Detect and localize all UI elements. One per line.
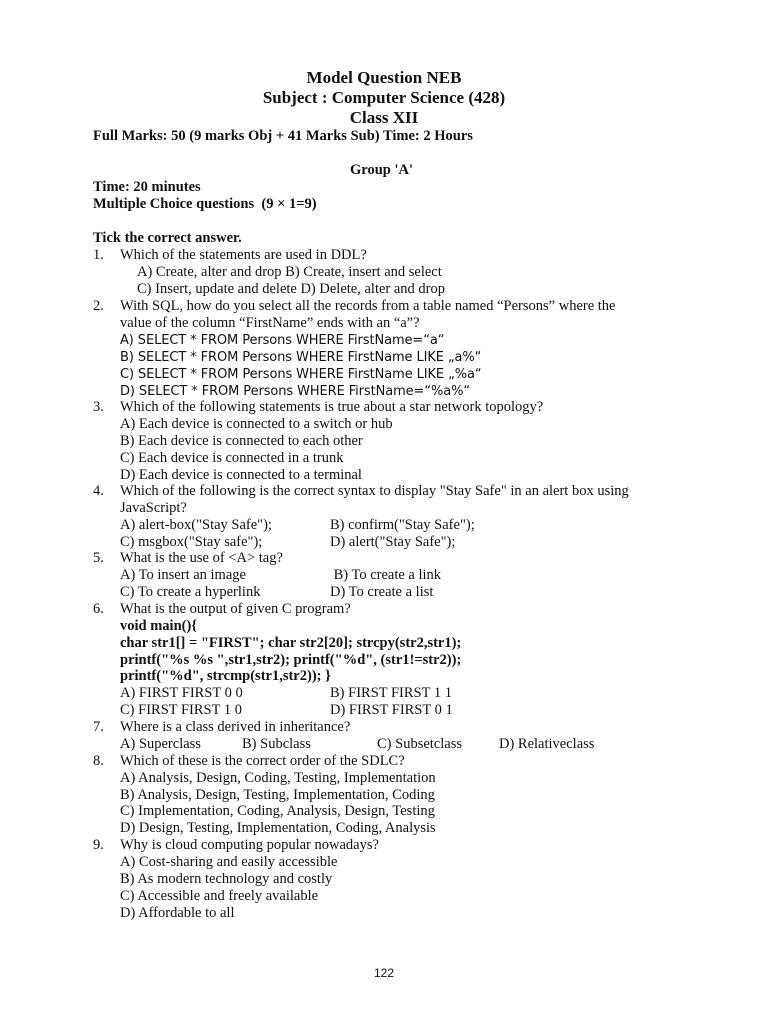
question-number: 4. — [93, 483, 104, 499]
question-text: What is the output of given C program? — [120, 601, 351, 617]
option-a: A) FIRST FIRST 0 0 — [120, 685, 243, 701]
option-d: D) To create a list — [330, 584, 434, 600]
question-number: 2. — [93, 298, 104, 314]
code-line: printf("%s %s ",str1,str2); printf("%d", (str1!=str2)); — [120, 652, 462, 668]
option-a: A) alert-box("Stay Safe"); — [120, 517, 272, 533]
question-text: What is the use of <A> tag? — [120, 550, 283, 566]
option-line: A) Create, alter and drop B) Create, insert and select — [137, 264, 442, 280]
option-line: B) SELECT * FROM Persons WHERE FirstName LIKE „a%“ — [120, 350, 482, 365]
code-line: void main(){ — [120, 618, 198, 634]
question-text: Why is cloud computing popular nowadays? — [120, 837, 379, 853]
option-line: D) Affordable to all — [120, 905, 235, 921]
code-line: char str1[] = "FIRST"; char str2[20]; strcpy(str2,str1); — [120, 635, 462, 651]
option-a: A) Superclass — [120, 736, 201, 752]
question-number: 3. — [93, 399, 104, 415]
option-line: A) Cost-sharing and easily accessible — [120, 854, 338, 870]
question-text: Which of these is the correct order of the SDLC? — [120, 753, 405, 769]
question-text: value of the column “FirstName” ends with an “a”? — [120, 315, 420, 331]
page-number: 122 — [373, 966, 395, 980]
option-line: C) Accessible and freely available — [120, 888, 319, 904]
option-line: D) Each device is connected to a terminal — [120, 467, 362, 483]
option-line: A) Analysis, Design, Coding, Testing, Implementation — [120, 770, 436, 786]
option-b: B) confirm("Stay Safe"); — [330, 517, 475, 533]
option-line: C) SELECT * FROM Persons WHERE FirstName LIKE „%a“ — [120, 367, 482, 382]
question-number: 8. — [93, 753, 104, 769]
subject-line: Subject : Computer Science (428) — [262, 88, 506, 107]
option-line: A) SELECT * FROM Persons WHERE FirstName=“a“ — [120, 333, 445, 348]
option-b: B) Subclass — [242, 736, 311, 752]
option-c: C) FIRST FIRST 1 0 — [120, 702, 242, 718]
option-line: B) As modern technology and costly — [120, 871, 333, 887]
option-line: C) Each device is connected in a trunk — [120, 450, 344, 466]
option-d: D) alert("Stay Safe"); — [330, 534, 456, 550]
option-d: D) FIRST FIRST 0 1 — [330, 702, 453, 718]
option-line: C) Insert, update and delete D) Delete, alter and drop — [137, 281, 445, 297]
time-line: Time: 20 minutes — [93, 179, 201, 195]
option-line: B) Each device is connected to each other — [120, 433, 363, 449]
option-line: A) Each device is connected to a switch or hub — [120, 416, 393, 432]
option-b: B) FIRST FIRST 1 1 — [330, 685, 452, 701]
code-line: printf("%d", strcmp(str1,str2)); } — [120, 668, 331, 684]
question-text: Which of the following statements is true about a star network topology? — [120, 399, 544, 415]
question-number: 6. — [93, 601, 104, 617]
class-line: Class XII — [349, 108, 419, 127]
document-title: Model Question NEB — [306, 68, 462, 87]
question-number: 9. — [93, 837, 104, 853]
option-c: C) Subsetclass — [377, 736, 462, 752]
question-number: 7. — [93, 719, 104, 735]
question-text: JavaScript? — [120, 500, 187, 516]
question-text: With SQL, how do you select all the records from a table named “Persons” where the — [120, 298, 616, 314]
option-line: C) Implementation, Coding, Analysis, Design, Testing — [120, 803, 435, 819]
option-d: D) Relativeclass — [499, 736, 595, 752]
group-heading: Group 'A' — [350, 162, 413, 178]
option-line: B) Analysis, Design, Testing, Implementation, Coding — [120, 787, 435, 803]
full-marks-line: Full Marks: 50 (9 marks Obj + 41 Marks Sub) Time: 2 Hours — [93, 128, 473, 144]
question-number: 1. — [93, 247, 104, 263]
option-line: D) SELECT * FROM Persons WHERE FirstName=“%a%“ — [120, 384, 470, 399]
question-text: Which of the following is the correct syntax to display "Stay Safe" in an alert box using — [120, 483, 629, 499]
option-c: C) To create a hyperlink — [120, 584, 261, 600]
question-text: Where is a class derived in inheritance? — [120, 719, 351, 735]
option-line: D) Design, Testing, Implementation, Coding, Analysis — [120, 820, 436, 836]
option-c: C) msgbox("Stay safe"); — [120, 534, 263, 550]
option-b: B) To create a link — [330, 567, 442, 583]
mcq-heading: Multiple Choice questions (9 × 1=9) — [93, 196, 317, 212]
instruction: Tick the correct answer. — [93, 230, 242, 246]
question-text: Which of the statements are used in DDL? — [120, 247, 367, 263]
option-a: A) To insert an image — [120, 567, 246, 583]
question-number: 5. — [93, 550, 104, 566]
